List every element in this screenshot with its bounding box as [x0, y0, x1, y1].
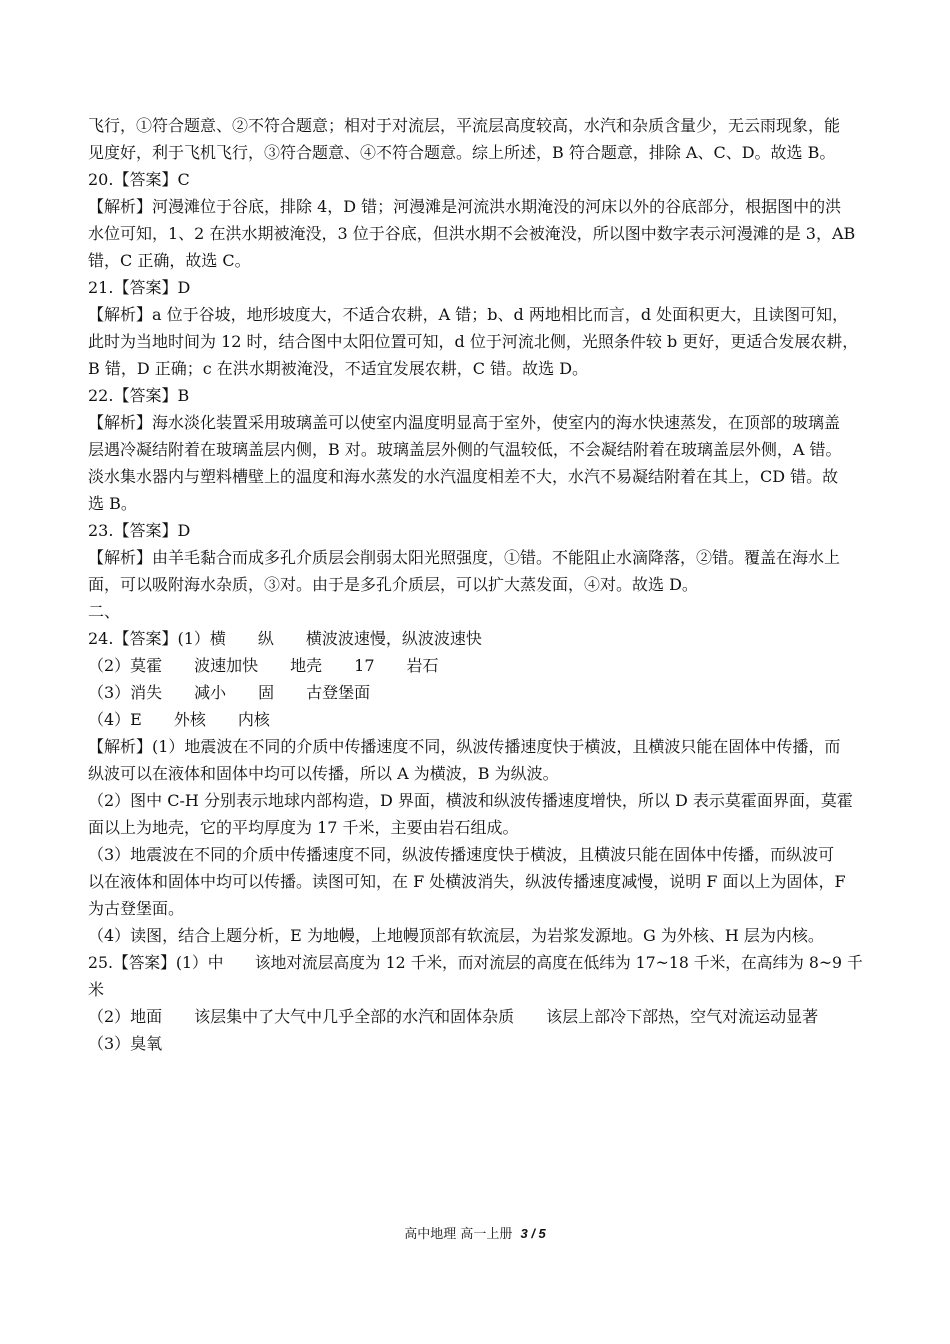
text-line: 面，可以吸附海水杂质，③对。由于是多孔介质层，可以扩大蒸发面，④对。故选 D。: [88, 575, 698, 594]
text-line: 21.【答案】D: [88, 278, 191, 297]
page-number: 3 / 5: [520, 1226, 546, 1241]
text-line: 飞行，①符合题意、②不符合题意；相对于对流层，平流层高度较高，水汽和杂质含量少，无云雨现象，能: [88, 116, 841, 135]
text-line: 纵波可以在液体和固体中均可以传播，所以 A 为横波，B 为纵波。: [88, 764, 559, 783]
text-line: 【解析】(1）地震波在不同的介质中传播速度不同，纵波传播速度快于横波，且横波只能在固体中传播，而: [88, 737, 841, 756]
text-line: 二、: [88, 602, 121, 621]
text-line: 淡水集水器内与塑料槽壁上的温度和海水蒸发的水汽温度相差不大，水汽不易凝结附着在其上，CD 错。故: [88, 467, 839, 486]
text-line: 错，C 正确，故选 C。: [88, 251, 251, 270]
text-line: 20.【答案】C: [88, 170, 190, 189]
text-line: 【解析】a 位于谷坡，地形坡度大，不适合农耕，A 错；b、d 两地相比而言，d 处面积更大，且读图可知，: [88, 305, 849, 324]
text-line: 【解析】由羊毛黏合而成多孔介质层会削弱太阳光照强度，①错。不能阻止水滴降落，②错。覆盖在海水上: [88, 548, 841, 567]
text-line: B 错，D 正确；c 在洪水期被淹没，不适宜发展农耕，C 错。故选 D。: [88, 359, 589, 378]
text-line: 层遇冷凝结附着在玻璃盖层内侧，B 对。玻璃盖层外侧的气温较低，不会凝结附着在玻璃盖层外侧，A 错。: [88, 440, 842, 459]
answer-content: [88, 112, 868, 1057]
text-line: （4）E 外核 内核: [88, 710, 270, 729]
text-line: （3）消失 减小 固 古登堡面: [88, 683, 371, 702]
text-line: 此时为当地时间为 12 时，结合图中太阳位置可知，d 位于河流北侧，光照条件较 b 更好，更适合发展农耕，: [88, 332, 859, 351]
text-line: （3）地震波在不同的介质中传播速度不同，纵波传播速度快于横波，且横波只能在固体中传播，而纵波可: [88, 845, 835, 864]
text-line: 为古登堡面。: [88, 899, 185, 918]
text-line: 米: [88, 980, 105, 999]
text-line: （4）读图，结合上题分析，E 为地幔，上地幔顶部有软流层，为岩浆发源地。G 为外核、H 层为内核。: [88, 926, 824, 945]
text-line: 23.【答案】D: [88, 521, 191, 540]
text-line: 以在液体和固体中均可以传播。读图可知，在 F 处横波消失，纵波传播速度减慢，说明 F 面以上为固体，F: [88, 872, 846, 891]
page-footer: [0, 1225, 950, 1244]
text-line: 面以上为地壳，它的平均厚度为 17 千米，主要由岩石组成。: [88, 818, 519, 837]
text-line: （3）臭氧: [88, 1034, 163, 1053]
text-line: 24.【答案】(1）横 纵 横波波速慢，纵波波速快: [88, 629, 482, 648]
text-line: 见度好，利于飞机飞行，③符合题意、④不符合题意。综上所述，B 符合题意，排除 A、C、D。故选 B。: [88, 143, 836, 162]
text-line: 选 B。: [88, 494, 137, 513]
text-line: 【解析】河漫滩位于谷底，排除 4，D 错；河漫滩是河流洪水期淹没的河床以外的谷底部分，根据图中的洪: [88, 197, 842, 216]
footer-title: 高中地理 高一上册: [404, 1227, 513, 1242]
text-line: （2）莫霍 波速加快 地壳 17 岩石: [88, 656, 439, 675]
text-line: （2）地面 该层集中了大气中几乎全部的水汽和固体杂质 该层上部冷下部热，空气对流运动显著: [88, 1007, 819, 1026]
text-line: （2）图中 C-H 分别表示地球内部构造，D 界面，横波和纵波传播速度增快，所以 D 表示莫霍面界面，莫霍: [88, 791, 853, 810]
text-line: 水位可知，1、2 在洪水期被淹没，3 位于谷底，但洪水期不会被淹没，所以图中数字表示河漫滩的是 3，AB: [88, 224, 856, 243]
text-line: 25.【答案】(1）中 该地对流层高度为 12 千米，而对流层的高度在低纬为 17~18 千米，在高纬为 8~9 千: [88, 953, 863, 972]
text-line: 22.【答案】B: [88, 386, 190, 405]
text-line: 【解析】海水淡化装置采用玻璃盖可以使室内温度明显高于室外，使室内的海水快速蒸发，在顶部的玻璃盖: [88, 413, 841, 432]
